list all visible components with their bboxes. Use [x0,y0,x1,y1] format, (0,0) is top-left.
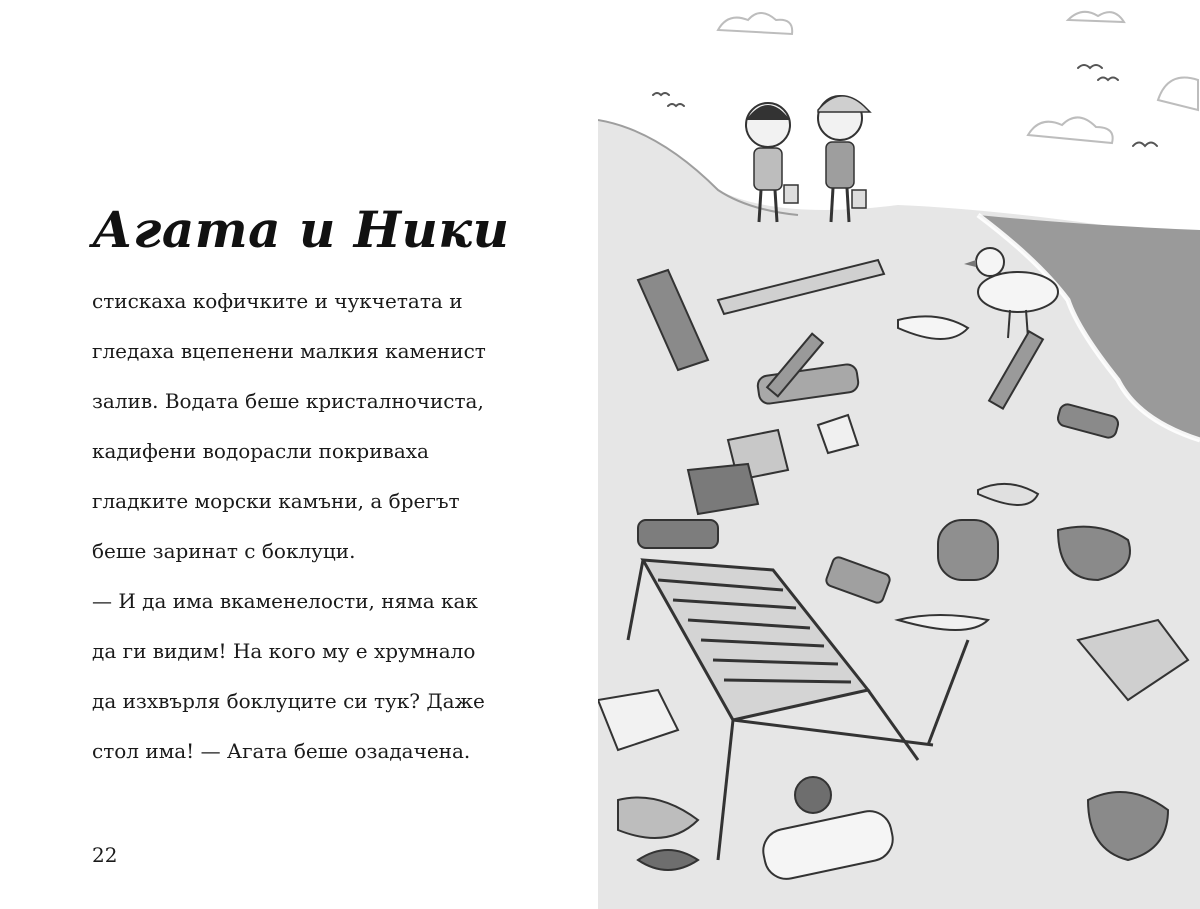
paragraph-line: кадифени водорасли покриваха [92,439,429,463]
text-column [92,190,562,776]
paragraph-line: да изхвърля боклуците си тук? Даже [92,689,485,713]
paragraph-line: гледаха вцепенени малкия каменист [92,339,486,363]
paragraph-line: стискаха кофичките и чукчетата и [92,289,463,313]
paragraph-line: залив. Водата беше кристалночиста, [92,389,484,413]
paragraph-line: стол има! — Агата беше озадачена. [92,739,471,763]
paragraph-line: беше заринат с боклуци. [92,539,356,563]
beach-litter-illustration [598,0,1200,909]
page-number: 22 [92,843,118,867]
chapter-heading: Агата и Ники [92,200,510,259]
paragraph-line: — И да има вкаменелости, няма как [92,589,478,613]
paragraph-line: да ги видим! На кого му е хрумнало [92,639,476,663]
paragraph-line: гладките морски камъни, а брегът [92,489,460,513]
